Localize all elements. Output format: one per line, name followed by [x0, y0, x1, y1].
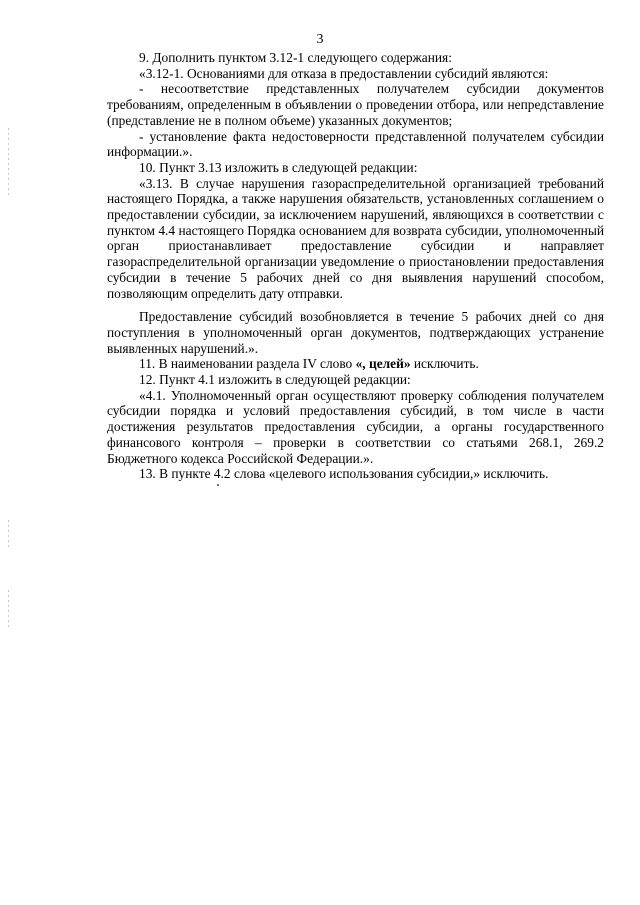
- paragraph-item-12: 12. Пункт 4.1 изложить в следующей редакции:: [139, 372, 411, 388]
- paragraph-3-13: «3.13. В случае нарушения газораспределительной организацией требований настоящего Порядка, а также нарушения обязательств, установленных соглашением о предоставлении субсидии, за исключением нарушений, являющихся в соответствии с пунктом 4.4 настоящего Порядка основанием для возврата субсидии, уполномоченный орган приостанавливает предоставление субсидии и направляет газораспределительной организации уведомление о приостановлении предоставления субсидии в течение 5 рабочих дней со дня выявления нарушений способом, позволяющим определить дату отправки.: [107, 175, 604, 301]
- paragraph-item-11: [107, 356, 604, 372]
- document-body: [107, 50, 604, 482]
- item-11-text-after: исключить.: [410, 356, 479, 372]
- paragraph-3-12-1-bullet-1: - несоответствие представленных получателем субсидии документов требованиям, определенным в объявлении о проведении отбора, или непредставление (представление не в полном объеме) указанных документов;: [107, 81, 604, 128]
- paragraph-item-10: 10. Пункт 3.13 изложить в следующей редакции:: [139, 159, 418, 175]
- scan-margin-mark: [8, 520, 9, 550]
- scan-speck: [217, 484, 219, 486]
- page-number: 3: [316, 32, 324, 47]
- paragraph-3-12-1-bullet-2: - установление факта недостоверности представленной получателем субсидии информации.».: [107, 128, 604, 160]
- paragraph-item-9: 9. Дополнить пунктом 3.12-1 следующего содержания:: [139, 50, 452, 65]
- paragraph-resumption: Предоставление субсидий возобновляется в течение 5 рабочих дней со дня поступления в уполномоченный орган документов, подтверждающих устранение выявленных нарушений.».: [107, 309, 604, 356]
- scan-margin-mark: [8, 590, 9, 630]
- item-11-bold-word: «, целей»: [355, 356, 411, 372]
- item-11-text-before: 11. В наименовании раздела IV слово: [139, 356, 356, 372]
- paragraph-4-1: «4.1. Уполномоченный орган осуществляют проверку соблюдения получателем субсидии порядка и условий предоставления субсидий, в том числе в части достижения результатов предоставления субсидии, а органы государственного финансового контроля – проверки в соответствии со статьями 268.1, 269.2 Бюджетного кодекса Российской Федерации.».: [107, 387, 604, 466]
- paragraph-3-12-1-intro: «3.12-1. Основаниями для отказа в предоставлении субсидий являются:: [139, 65, 549, 81]
- paragraph-item-13: 13. В пункте 4.2 слова «целевого использования субсидии,» исключить.: [139, 466, 549, 482]
- scan-margin-mark: [8, 128, 9, 198]
